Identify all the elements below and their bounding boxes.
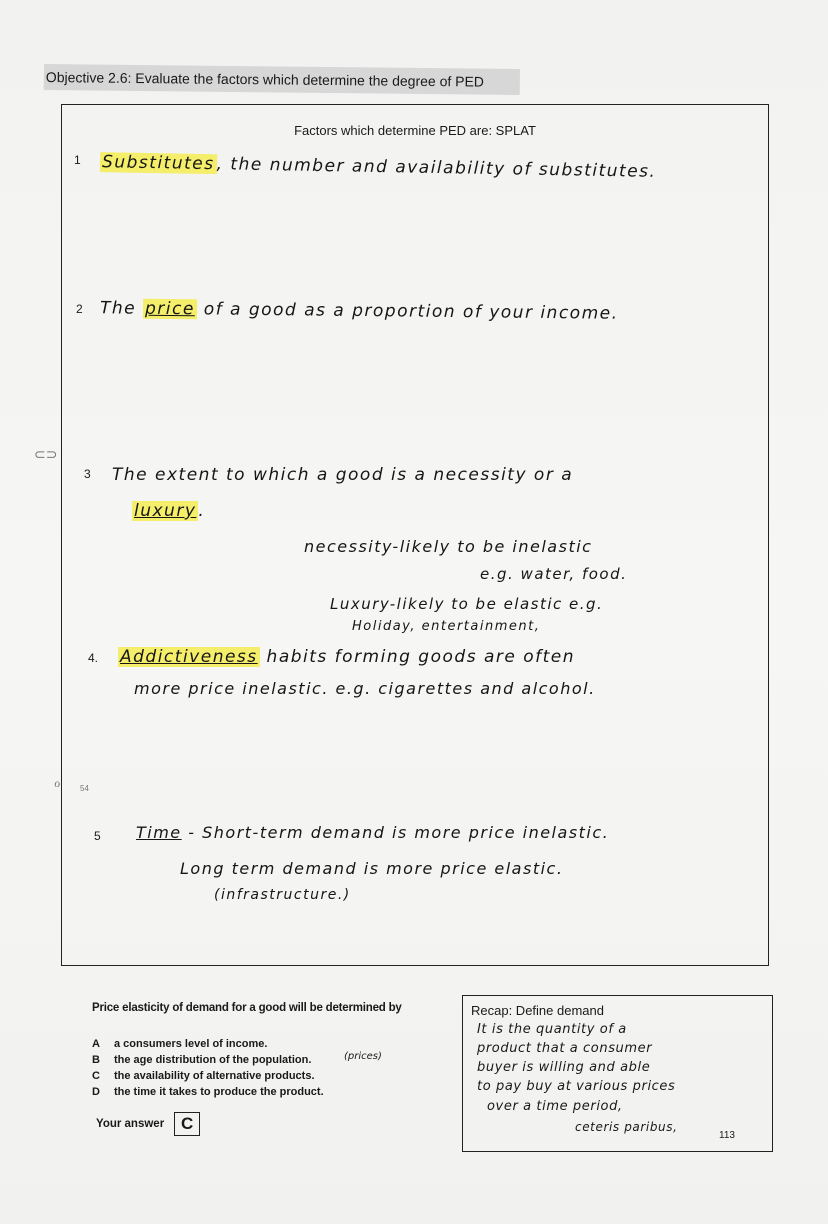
item-1-text: [100, 152, 657, 182]
item-number: 4.: [88, 651, 99, 665]
option-text: the time it takes to produce the product.: [114, 1086, 324, 1098]
item-4-rest: habits forming goods are often: [266, 647, 576, 667]
item-number: 3: [84, 467, 91, 481]
margin-mark: ⊂⊃: [34, 446, 58, 462]
option-letter: C: [92, 1070, 100, 1082]
item-5-line1: [136, 823, 609, 842]
item-4-line2b: . e.g. cigarettes and alcohol.: [322, 679, 596, 698]
question-options: [92, 1036, 442, 1100]
item-3-period: .: [198, 501, 206, 521]
item-2-pre: The: [99, 298, 137, 319]
answer-box[interactable]: C: [174, 1112, 200, 1136]
highlighted-term: Substitutes: [101, 152, 215, 175]
item-3-sub1: necessity-likely to be inelastic: [304, 537, 593, 556]
option-letter: D: [92, 1086, 100, 1098]
item-5-line2: Long term demand is more price elastic.: [180, 859, 564, 878]
handwritten-note: (prices): [344, 1051, 382, 1062]
recap-line: It is the quantity of a: [477, 1022, 627, 1037]
item-3-line1: The extent to which a good is a necessity or a: [112, 465, 574, 485]
highlighted-term: luxury: [134, 501, 197, 521]
highlighted-term: Time: [136, 823, 182, 842]
item-3-highlight-line: [132, 501, 205, 521]
item-4-line2a: more price inelastic: [134, 679, 323, 698]
question-block: [92, 1002, 442, 1100]
answer-row: [96, 1112, 200, 1136]
recap-line: buyer is willing and able: [477, 1060, 651, 1075]
item-number: 1: [74, 153, 81, 167]
highlighted-term: price: [144, 298, 195, 320]
option-d[interactable]: [92, 1084, 442, 1100]
item-2-rest: of a good as a proportion of your income.: [203, 299, 619, 324]
recap-line: to pay buy at various prices: [477, 1079, 676, 1094]
answer-label: Your answer: [96, 1118, 165, 1130]
factors-box: [61, 104, 769, 966]
option-text: a consumers level of income.: [114, 1038, 268, 1050]
highlighted-term: Addictiveness: [120, 647, 258, 667]
recap-line: ceteris paribus,: [575, 1120, 678, 1134]
question-title: Price elasticity of demand for a good will be determined by: [92, 1002, 402, 1014]
option-c[interactable]: [92, 1068, 442, 1084]
recap-line: product that a consumer: [477, 1041, 653, 1056]
item-3-sub2: e.g. water, food.: [480, 565, 628, 583]
item-3-sub3: Luxury-likely to be elastic e.g.: [330, 595, 604, 613]
item-3-sub4: Holiday, entertainment,: [352, 619, 541, 634]
option-text: the availability of alternative products.: [114, 1070, 315, 1082]
item-5-line3: (infrastructure.): [214, 887, 351, 903]
item-5-rest: - Short-term demand is more price inelastic.: [188, 823, 610, 842]
recap-title: Recap: Define demand: [471, 1003, 604, 1018]
item-number: 5: [94, 829, 101, 843]
option-letter: A: [92, 1038, 100, 1050]
option-a[interactable]: [92, 1036, 442, 1052]
margin-mark: ℴ: [54, 774, 61, 790]
option-letter: B: [92, 1054, 100, 1066]
item-2-text: [100, 298, 619, 323]
factors-title: Factors which determine PED are: SPLAT: [294, 123, 536, 138]
item-number: 2: [76, 302, 83, 316]
option-b[interactable]: [92, 1052, 442, 1068]
option-text: the age distribution of the population.: [114, 1054, 312, 1066]
item-1-rest: , the number and availability of substitutes.: [216, 154, 657, 182]
item-4-line2: [134, 679, 596, 698]
recap-box: [462, 995, 773, 1152]
item-4-line1: [118, 647, 575, 667]
margin-mark: 54: [80, 784, 89, 793]
objective-heading: Objective 2.6: Evaluate the factors which determine the degree of PED: [44, 64, 520, 95]
recap-line: over a time period,: [487, 1099, 623, 1114]
page-number: 113: [719, 1130, 735, 1141]
